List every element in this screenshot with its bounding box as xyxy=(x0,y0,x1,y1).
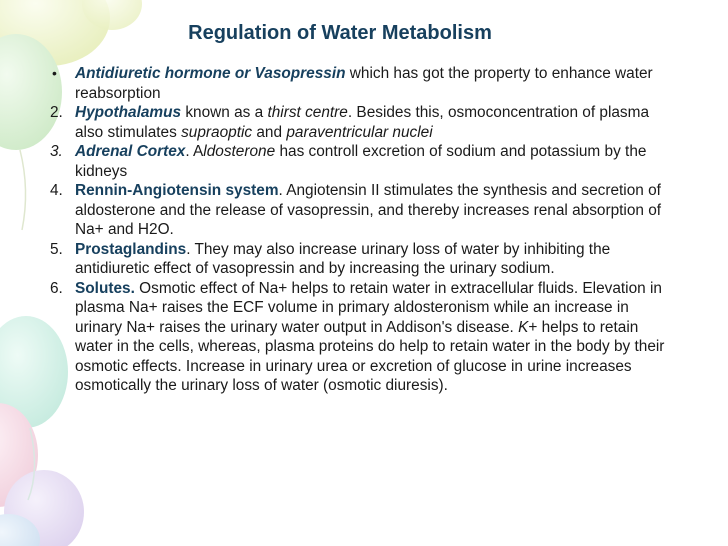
item-number: 4. xyxy=(50,182,63,199)
item-italic-text: paraventricular nuclei xyxy=(286,123,433,141)
item-heading: Prostaglandins xyxy=(75,240,187,258)
item-heading: Solutes. xyxy=(75,279,135,297)
item-text: . A xyxy=(185,143,204,160)
list-item-solutes xyxy=(50,279,670,396)
slide-title: Regulation of Water Metabolism xyxy=(188,22,492,44)
list-item-adh xyxy=(50,64,670,103)
list-item-hypothalamus xyxy=(50,103,670,142)
item-text: Osmotic effect of Na+ helps to retain water in extracellular fluids. Elevation in plasma Na+ raises the ECF volume in primary aldosteronism while an increase in urinary Na+ raises the urinary water output in Addison's disease. xyxy=(75,279,662,336)
item-text: which has got the property to enhance water reabsorption xyxy=(75,65,653,102)
item-heading: Antidiuretic hormone or Vasopressin xyxy=(75,65,346,82)
item-number: 3. xyxy=(50,143,63,160)
item-text: known as a xyxy=(181,104,268,121)
bullet-marker: • xyxy=(52,65,57,81)
list-item-renin-angiotensin xyxy=(50,181,670,240)
item-italic-text: ldosterone xyxy=(203,143,276,160)
item-text: . Besides this, osmoconcentration of plasma also stimulates xyxy=(75,104,649,141)
list-item-prostaglandins xyxy=(50,240,670,279)
item-italic-text: K xyxy=(518,318,529,336)
item-number: 2. xyxy=(50,104,63,121)
item-heading: Rennin-Angiotensin system xyxy=(75,182,279,199)
item-italic-text: thirst centre xyxy=(267,104,348,121)
item-number: 5. xyxy=(50,240,63,258)
item-number: 6. xyxy=(50,279,63,297)
item-heading: Adrenal Cortex xyxy=(75,143,186,160)
list-item-adrenal-cortex xyxy=(50,142,670,181)
item-text: . Angiotensin II stimulates the synthesis and secretion of aldosterone and the release of vasopressin, and thereby increases renal absorption of Na+ and H2O. xyxy=(75,182,662,238)
slide-body xyxy=(50,64,670,396)
item-text: and xyxy=(252,123,287,141)
item-text: + helps to retain water in the cells, whereas, plasma proteins do help to retain water in the body by their osmotic effects. Increase in urinary urea or excretion of glucose in urine increases osmotically the urinary loss of water (osmotic diuresis). xyxy=(75,318,665,394)
item-text: . They may also increase urinary loss of water by inhibiting the antidiuretic effect of vasopressin and by increasing the urinary sodium. xyxy=(75,240,611,277)
item-text: has controll excretion of sodium and potassium by the kidneys xyxy=(75,143,647,180)
item-italic-text: supraoptic xyxy=(181,123,253,141)
item-heading: Hypothalamus xyxy=(75,104,182,121)
